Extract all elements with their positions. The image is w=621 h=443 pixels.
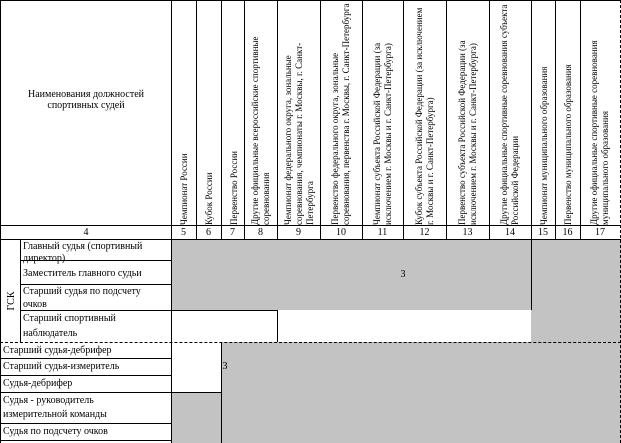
col-num-12: 12	[419, 227, 430, 238]
gray-block-lower	[221, 342, 621, 443]
gray-block-gsk	[171, 239, 531, 310]
col-header-16: Первенство муниципального образования	[562, 64, 573, 225]
row-other-4-line2: измерительной команды	[3, 409, 107, 420]
col-num-8: 8	[258, 227, 263, 238]
group-label-gsk: ГСК	[5, 291, 17, 311]
row-gsk-1-line1: Главный судья (спортивный	[23, 241, 143, 252]
gray-block-bottom	[171, 392, 221, 443]
col-num-16: 16	[562, 227, 573, 238]
col-header-12: Кубок субъекта Российской Федерации (за исключением г. Москвы и г. Санкт-Петербурга)	[414, 7, 435, 225]
col-num-17: 17	[595, 227, 605, 238]
col-header-11: Чемпионат субъекта Российской Федерации (за исключением г. Москвы и г. Санкт-Петербурга)	[372, 42, 393, 225]
row-gsk-3-line2: очков	[23, 299, 47, 310]
gray-block-local	[531, 239, 621, 342]
col-num-10: 10	[336, 227, 346, 238]
row-gsk-4-line2: наблюдатель	[23, 328, 78, 339]
row-other-4-line1: Судья - руководитель	[3, 395, 94, 406]
col-num-11: 11	[377, 227, 388, 238]
col-header-8: Другие официальные всероссийские спортивные соревнования	[249, 36, 271, 225]
col-num-7: 7	[230, 227, 235, 238]
row-other-5: Судья по подсчету очков	[3, 426, 108, 437]
value-other: 3	[222, 360, 228, 372]
col-header-6: Кубок России	[203, 172, 214, 225]
header-name-column: Наименования должностей спортивных судей	[27, 89, 144, 111]
col-header-15: Чемпионат муниципального образования	[538, 66, 549, 225]
col-header-9: Чемпионат федерального округа, зональные соревнования, чемпионаты г. Москвы, г. Санкт-Петербурга	[282, 42, 315, 225]
col-num-14: 14	[505, 227, 515, 238]
row-other-1: Старший судья-дебрифер	[3, 345, 112, 356]
row-other-2: Старший судья-измеритель	[3, 361, 120, 372]
row-gsk-1-line2: директор)	[23, 253, 66, 264]
col-num-9: 9	[296, 227, 301, 238]
row-gsk-3-line1: Старший судья по подсчету	[23, 286, 141, 297]
col-header-14: Другие официальные спортивные соревнования субъекта Российской Федерации	[499, 4, 520, 225]
row-gsk-2-line1: Заместитель главного судьи	[23, 268, 142, 279]
col-header-13: Первенство субъекта Российской Федерации (за исключением г. Москвы и г. Санкт-Петербурга)	[457, 40, 478, 225]
col-header-7: Первенство России	[228, 151, 239, 225]
col-header-5: Чемпионат России	[178, 153, 189, 225]
col-num-6: 6	[206, 227, 211, 238]
col-num-13: 13	[462, 227, 473, 238]
row-gsk-4-line1: Старший спортивный	[23, 313, 116, 324]
header-name-num: 4	[83, 227, 89, 238]
col-num-5: 5	[181, 227, 186, 238]
col-header-10: Первенство федерального округа, зональные соревнования, первенства г. Москвы, г. Санкт-Петербурга	[330, 3, 351, 225]
value-gsk: 3	[400, 268, 406, 280]
row-other-3: Судья-дебрифер	[3, 378, 73, 389]
col-header-17: Другие официальные спортивные соревнования муниципального образования	[589, 40, 610, 225]
col-num-15: 15	[538, 227, 548, 238]
